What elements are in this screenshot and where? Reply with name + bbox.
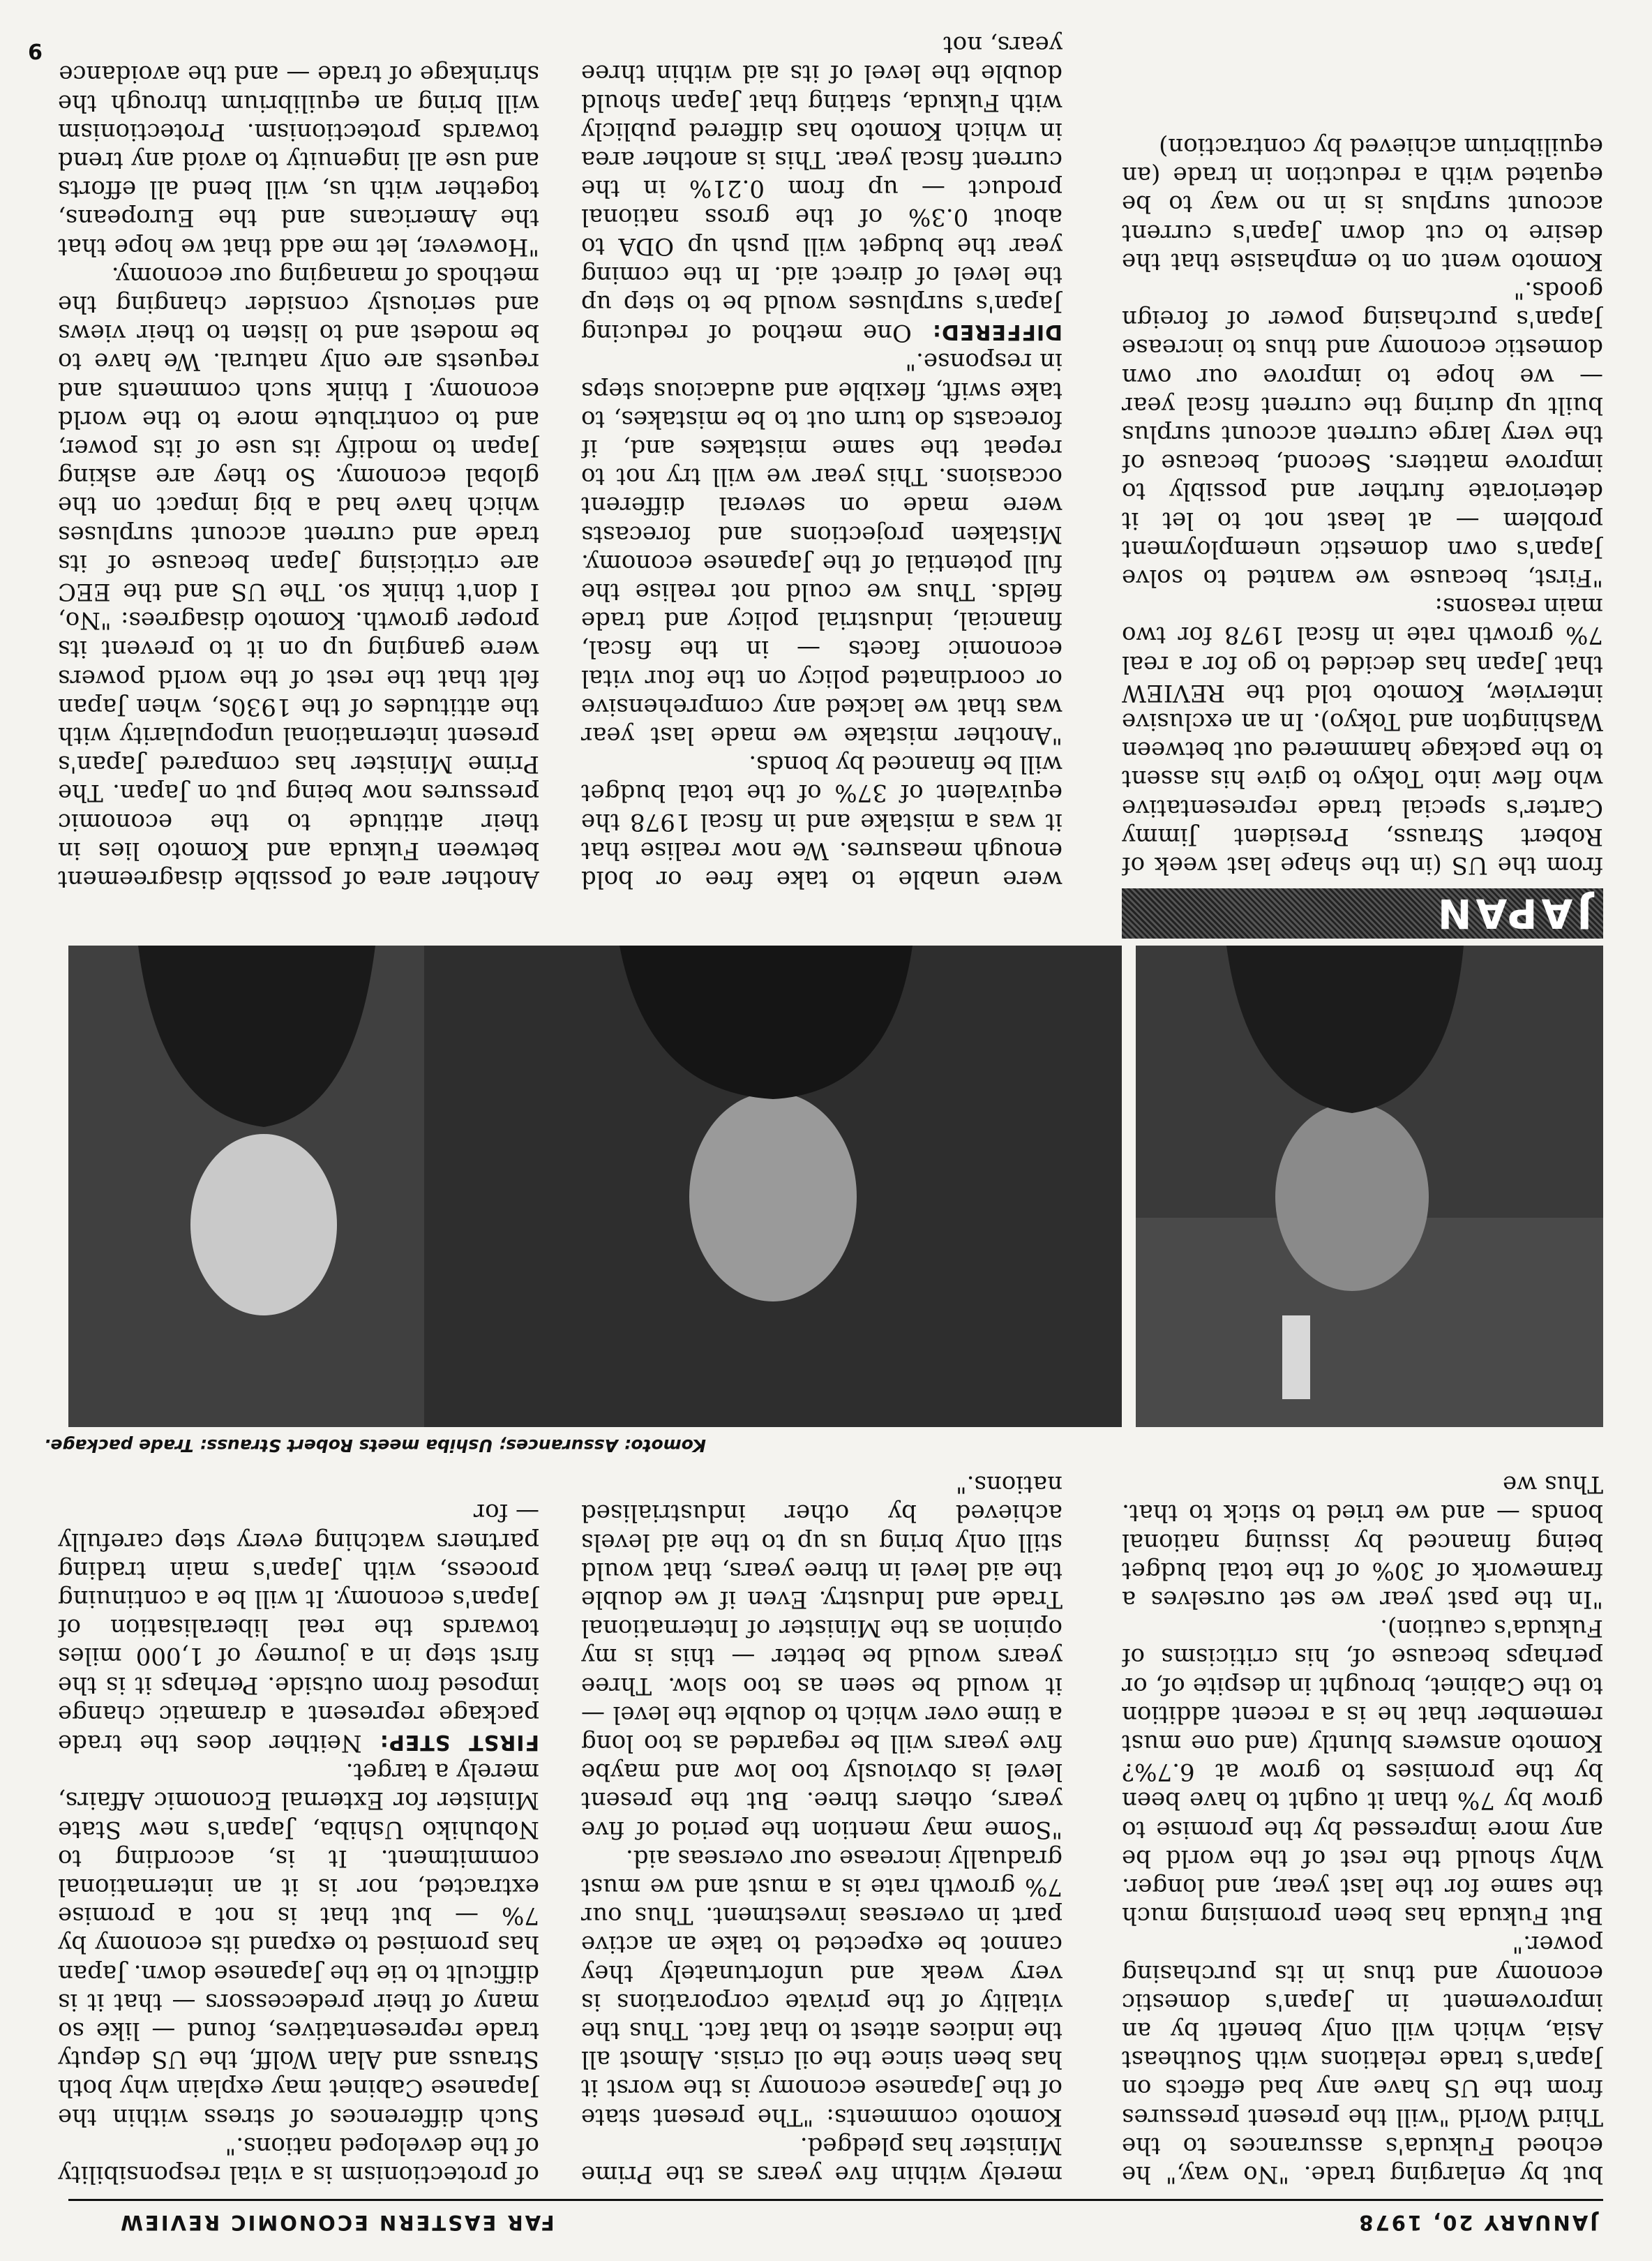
column-bottom-middle-body: were unable to take free or bold enough measures. We now realise that it was a mistake and in fiscal 1978 the equivalent of 37% of the total budget will be financed by bonds. "Another mistake we made last year was that we lacked any comprehensive or coordinated policy on the four vital economic facets — in the fiscal, financial, industrial policy and trade fields. Thus we could not realise the full potential of the Japanese economy. Mistaken projections and forecasts were made on several different occasions. This year we will try not to repeat the same mistakes and, if forecasts do turn out to be mistakes, to take swift, flexible and audacious steps in response." bbox=[581, 348, 1062, 893]
column-top-middle: merely within five years as the Prime Minister has pledged. Komoto comments: "The present state of the Japanese economy is the worst it has been since the oil crisis. Almost all the indices attest to that fact. Thus the vitality of the private corporations is very weak and unfortunately they cannot be expected to take an active part in overseas investment. Thus our 7% growth rate is a must and we must gradually increase our overseas aid. "Some may mention the period of five years, others three. But the present level is obviously too low and maybe five years will be regarded as too long a time over which to double the level — it would be seen as too slow. Three years would be better — this is my opinion as the Minister of International Trade and Industry. Even if we double the aid level in three years, that would still only bring us up to the aid levels achieved by other industrialised nations." bbox=[581, 1470, 1062, 2188]
column-bottom-right: Another area of possible disagreement between Fukuda and Komoto lies in their attitude to the economic pressures now being put on Japan. The Prime Minister has compared Japan's present international unpopularity with the attitudes of the 1930s, when Japan felt that the rest of the world powers were ganging up on it to prevent its proper growth. Komoto disagrees: "No, I don't think so. The US and the EEC are criticising Japan because of its trade and current account surpluses which have had a big impact on the global economy. So they are asking Japan to modify its use of its power, and to contribute more to the world economy. I think such comments and requests are only natural. We have to be modest and to listen to their views and seriously consider changing the methods of managing our economy. "However, let me add that we hope that the Americans and the Europeans, together with us, will bend all efforts and use all ingenuity to avoid any trend towards protectionism. Protectionism will bring an equilibrium through the shrinkage of trade — and the avoidance bbox=[58, 60, 539, 893]
column-bottom-middle-tail: One method of reducing Japan's surpluses would be to step up the level of direct aid. In the coming year the budget will push up ODA to about 0.3% of the gross national product — up from 0.21% in the current fiscal year. This is another area in which Komoto has differed publicly with Fukuda, stating that Japan should double the level of its aid within three years, not bbox=[581, 31, 1062, 348]
column-top-right-body: of protectionism is a vital responsibility of the developed nations." Such differences of stress within the Japanese Cabinet may explain why both Strauss and Alan Wolff, the US deputy trade representatives, found — like so many of their predecessors — that it is difficult to tie the Japanese down. Japan has promised to expand its economy by 7% — but that is not a promise extracted, nor is it an international commitment. It is, according to Nobuhiko Ushiba, Japan's new State Minister for External Economic Affairs, merely a target. bbox=[58, 1758, 539, 2188]
photo-caption: Komoto: Assurances; Ushiba meets Robert Strauss: Trade package. bbox=[44, 1435, 706, 1456]
header-rule bbox=[68, 2199, 1603, 2201]
column-top-left: but by enlarging trade. "No way," he echoed Fukuda's assurances to the Third World "will the present pressures from the US have any bad effects on Japan's trade relations with Southeast Asia, which will only benefit by an improvement in Japan's domestic economy and thus in its purchasing power." But Fukuda has been promising much the same for the last year, and longer. Why should the rest of the world be any more impressed by the promise to grow by 7% than it ought to have been by the promises to grow at 6.7%? Komoto answers bluntly (and one must remember that he is a recent addition to the Cabinet, brought in despite of, or perhaps because of, his criticisms of Fukuda's caution). "In the past year we set ourselves a framework of 30% of the total budget being financed by issuing national bonds — and we tried to stick to that. Thus we bbox=[1122, 1470, 1603, 2188]
column-top-right-tail: Neither does the trade package represent a dramatic change imposed from outside. Perhaps it is the first step in a journey of 1,000 miles towards the real liberalisation of Japan's economy. It will be a continuing process, with Japan's main trading partners watching every step carefully — for bbox=[58, 1498, 539, 1757]
komoto-photo-image bbox=[1136, 946, 1603, 1427]
section-label: JAPAN bbox=[1122, 888, 1603, 939]
kicker-differed: DIFFERED: bbox=[931, 320, 1062, 345]
kicker-first-step: FIRST STEP: bbox=[379, 1729, 539, 1754]
column-top-right bbox=[58, 1456, 539, 2188]
publication-name: FAR EASTERN ECONOMIC REVIEW bbox=[119, 2211, 555, 2234]
photo-ushiba-strauss bbox=[68, 946, 1122, 1427]
publication-date: JANUARY 20, 1978 bbox=[1357, 2211, 1598, 2234]
page-number: 9 bbox=[28, 38, 43, 63]
column-bottom-middle bbox=[581, 14, 1062, 893]
column-bottom-left: from the US (in the shape last week of Robert Strauss, President Jimmy Carter's special trade representative who flew into Tokyo to give his assent to the package hammered out between Washington and Tokyo). In an exclusive interview, Komoto told the REVIEW that Japan has decided to go for a real 7% growth rate in fiscal 1978 for two main reasons: "First, because we wanted to solve Japan's own domestic unemployment problem — at least not to let it deteriorate further and possibly to improve matters. Second, because of the very large current account surplus built up during the current fiscal year — we hope to improve our own domestic economy and thus to increase Japan's purchasing power of foreign goods." Komoto went on to emphasise that the desire to cut down Japan's current account surplus is in no way to be equated with a reduction in trade (an equilibrium achieved by contraction) bbox=[1122, 132, 1603, 879]
ushiba-strauss-photo-image bbox=[68, 946, 1122, 1427]
photo-komoto bbox=[1136, 946, 1603, 1427]
